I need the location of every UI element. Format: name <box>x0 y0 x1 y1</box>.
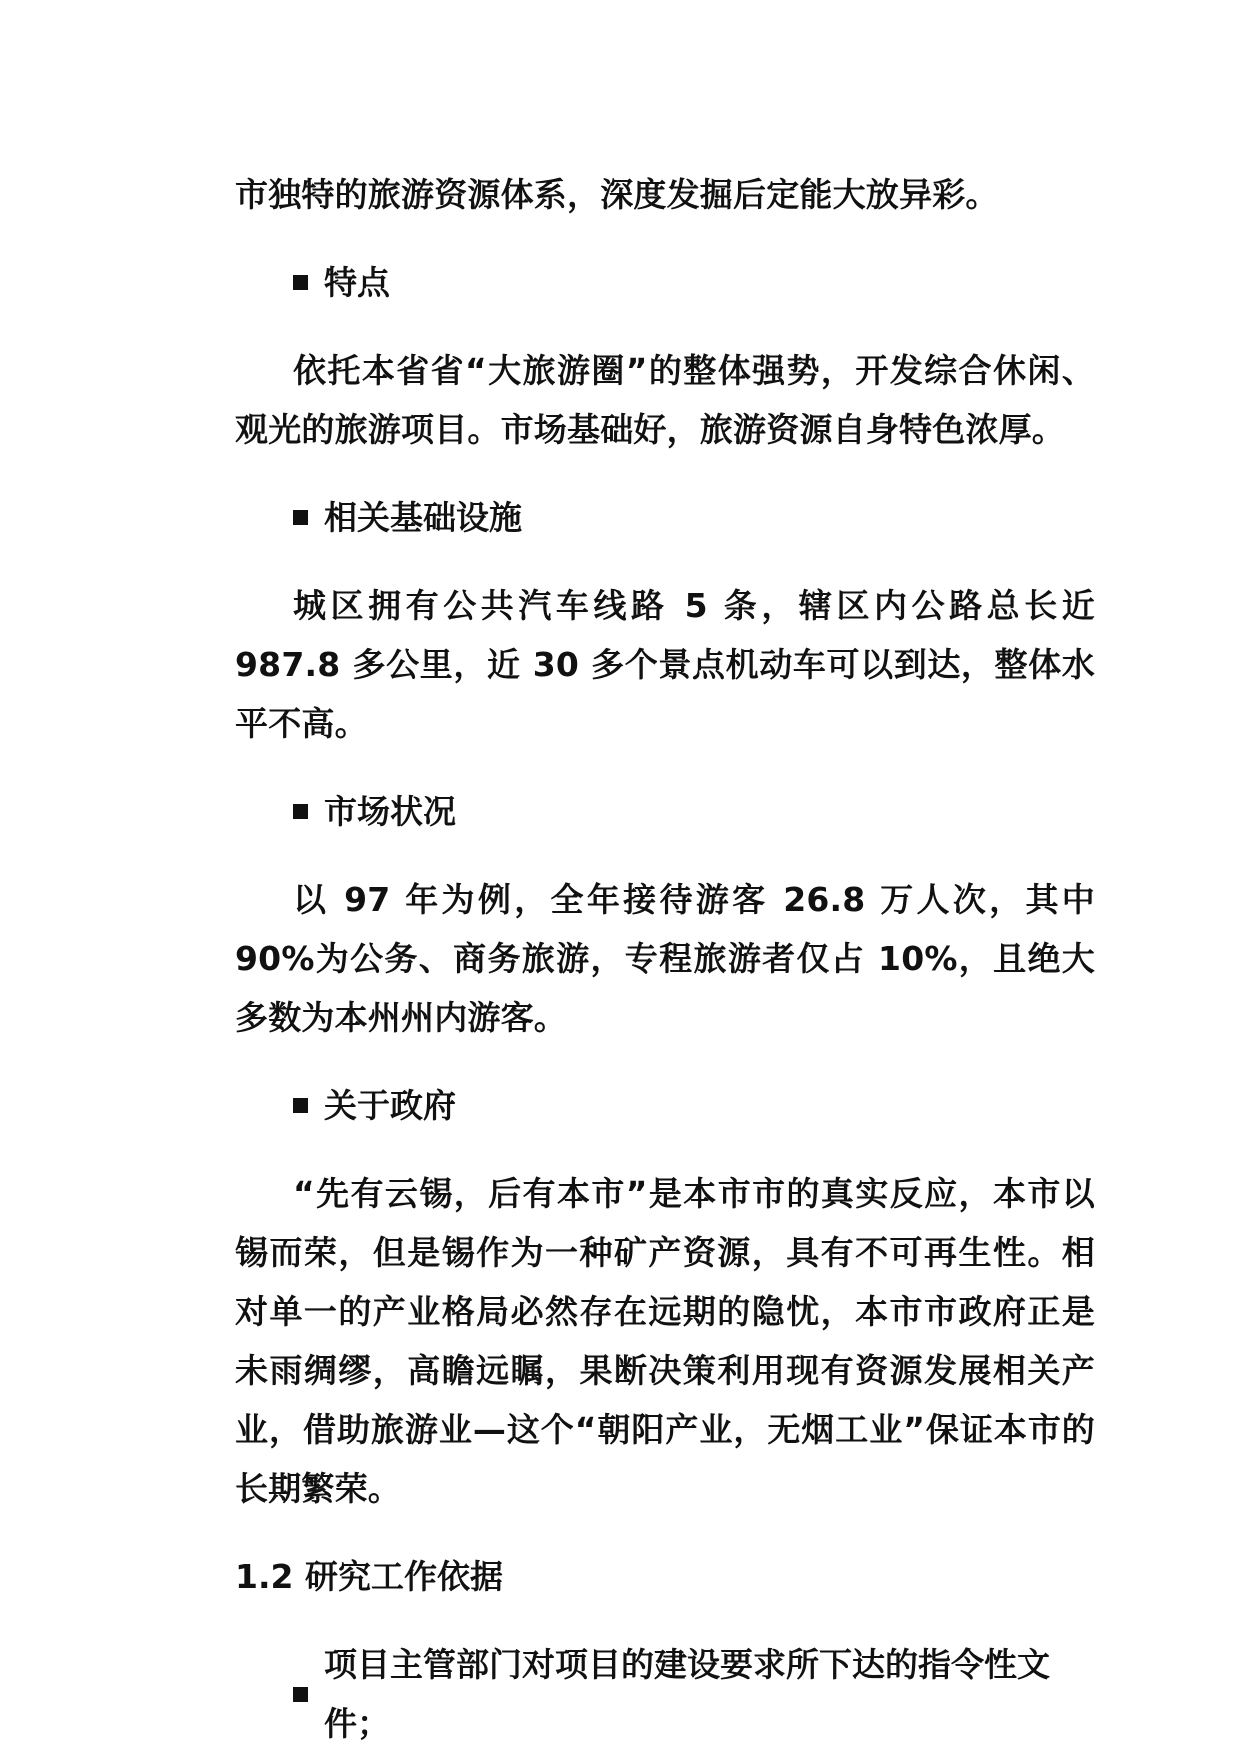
bullet-square-icon <box>293 510 308 525</box>
bullet-square-icon <box>293 1098 308 1113</box>
section-heading: 1.2 研究工作依据 <box>235 1557 503 1596</box>
paragraph-market: 以 97 年为例，全年接待游客 26.8 万人次，其中 90%为公务、商务旅游，专程旅游者仅占 10%，且绝大多数为本州州内游客。 <box>235 880 1095 1037</box>
bullet-label: 特点 <box>324 263 390 302</box>
bullet-label: 市场状况 <box>324 792 456 831</box>
bullet-label: 相关基础设施 <box>324 498 522 537</box>
bullet-government <box>293 1076 1095 1135</box>
bullet-label: 项目主管部门对项目的建设要求所下达的指令性文件； <box>324 1645 1050 1743</box>
bullet-features <box>293 253 1095 312</box>
bullet-square-icon <box>293 275 308 290</box>
document-page <box>235 165 1095 1753</box>
bullet-square-icon <box>293 1687 308 1702</box>
bullet-square-icon <box>293 804 308 819</box>
paragraph-intro-end: 市独特的旅游资源体系，深度发掘后定能大放异彩。 <box>235 175 999 214</box>
bullet-label: 关于政府 <box>324 1086 456 1125</box>
bullet-infrastructure <box>293 488 1095 547</box>
bullet-market <box>293 782 1095 841</box>
paragraph-infrastructure: 城区拥有公共汽车线路 5 条，辖区内公路总长近 987.8 多公里，近 30 多个景点机动车可以到达，整体水平不高。 <box>235 586 1095 743</box>
paragraph-government: “先有云锡，后有本市”是本市市的真实反应，本市以锡而荣，但是锡作为一种矿产资源，具有不可再生性。相对单一的产业格局必然存在远期的隐忧，本市市政府正是未雨绸缪，高瞻远瞩，果断决策利用现有资源发展相关产业，借助旅游业—这个“朝阳产业，无烟工业”保证本市的长期繁荣。 <box>235 1174 1095 1508</box>
bullet-basis-item1 <box>293 1635 1095 1753</box>
paragraph-features: 依托本省省“大旅游圈”的整体强势，开发综合休闲、观光的旅游项目。市场基础好，旅游资源自身特色浓厚。 <box>235 351 1095 449</box>
